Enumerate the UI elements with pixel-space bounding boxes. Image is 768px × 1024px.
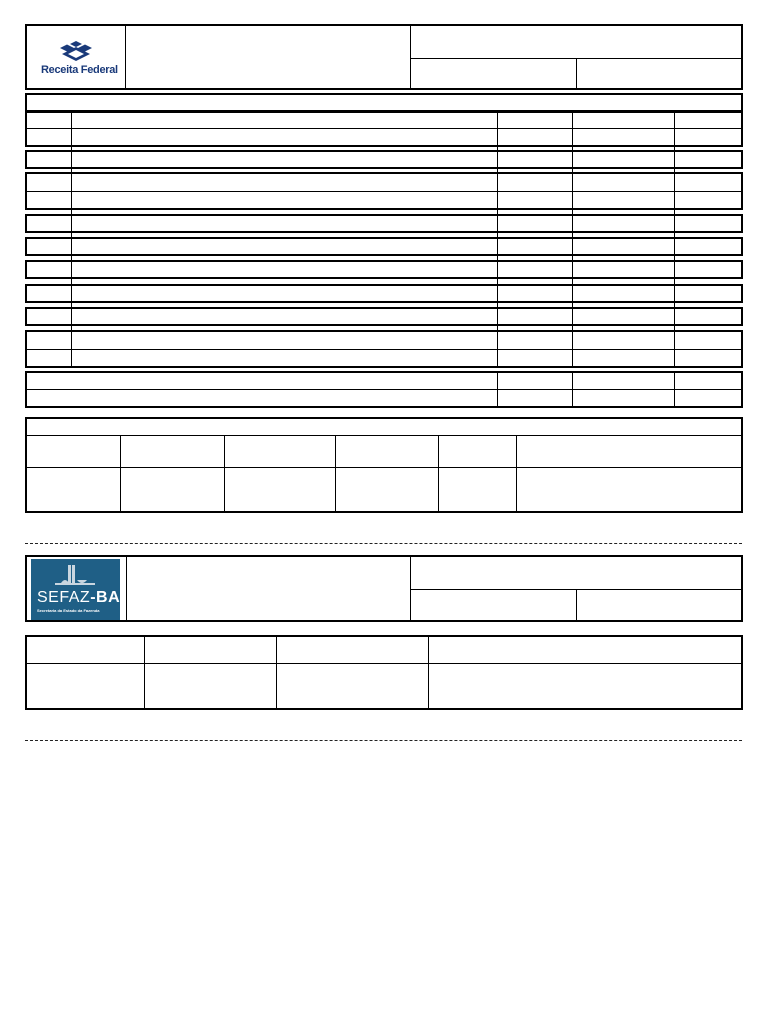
sefaz-logo-cell [126, 555, 127, 622]
sefaz-logo-text [37, 589, 120, 607]
sefaz-logo-subtitle: Secretaria da Estado da Fazenda [37, 608, 100, 613]
table-column-divider [674, 111, 675, 368]
sefaz-summary-frame [25, 635, 743, 710]
summary-header-divider [25, 435, 743, 436]
table-row-group [25, 237, 743, 256]
summary-table-frame [25, 417, 743, 513]
items-table-header [25, 93, 743, 112]
table-row-divider [25, 128, 743, 129]
table-row-group [25, 260, 743, 279]
summary-column-divider [438, 435, 439, 513]
sefaz-logo-main: SEFAZ [37, 589, 91, 606]
receita-federal-logo-text: Receita Federal [41, 64, 118, 76]
sefaz-ba-logo [31, 559, 120, 620]
table-row-divider [25, 349, 743, 350]
sefaz-summary-column-divider [428, 635, 429, 710]
totals-column-divider [572, 371, 573, 408]
totals-column-divider [497, 371, 498, 408]
cut-line [25, 740, 742, 741]
sefaz-summary-column-divider [276, 635, 277, 710]
receita-federal-emblem-icon [26, 26, 125, 66]
summary-column-divider [120, 435, 121, 513]
table-column-divider [497, 111, 498, 368]
table-row-divider [25, 191, 743, 192]
table-row-group [25, 284, 743, 303]
congress-building-icon [31, 559, 120, 589]
summary-column-divider [516, 435, 517, 513]
table-row-group [25, 111, 743, 147]
receita-right-split [576, 58, 577, 90]
sefaz-logo-suffix: -BA [90, 589, 121, 606]
summary-row-divider [25, 467, 743, 468]
summary-column-divider [335, 435, 336, 513]
table-row-group [25, 307, 743, 326]
receita-federal-logo [26, 26, 125, 88]
table-row-group [25, 150, 743, 169]
cut-line [25, 543, 742, 544]
table-column-divider [572, 111, 573, 368]
summary-column-divider [224, 435, 225, 513]
sefaz-right-split [576, 589, 577, 622]
sefaz-summary-column-divider [144, 635, 145, 710]
receita-header-frame [25, 24, 743, 90]
totals-row-divider [25, 389, 743, 390]
receita-title-cell [410, 24, 411, 90]
table-column-divider [71, 111, 72, 368]
sefaz-summary-header-divider [25, 663, 743, 664]
totals-column-divider [674, 371, 675, 408]
table-row-group [25, 214, 743, 233]
